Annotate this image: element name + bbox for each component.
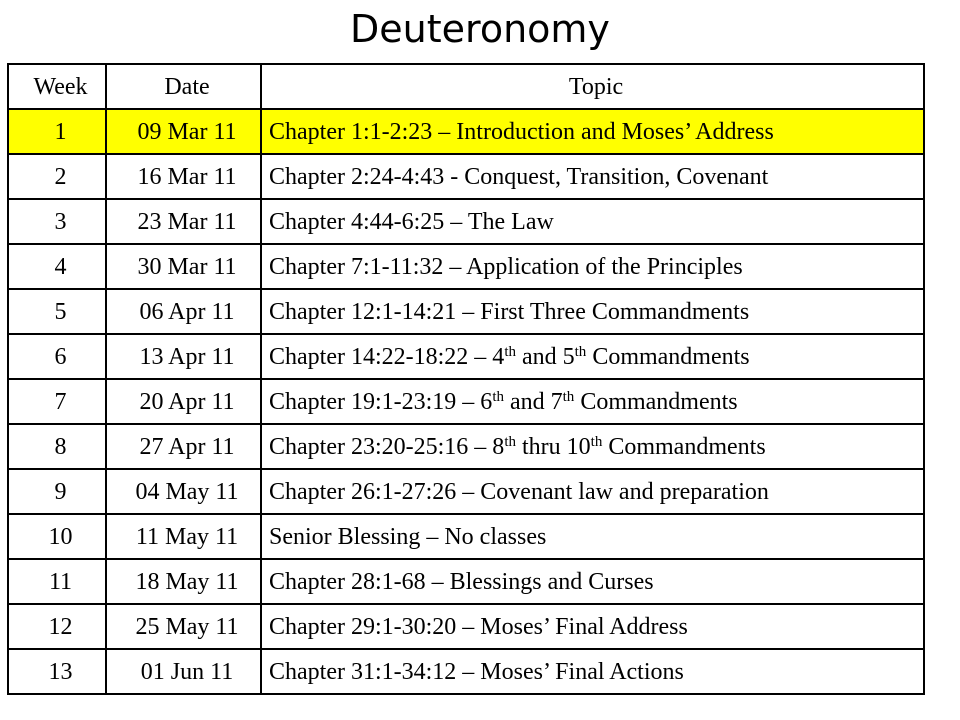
topic-text: Commandments [574,388,738,415]
topic-cell [261,199,924,244]
table-row [8,334,924,379]
topic-text: Chapter 19:1-23:19 – 6 [269,388,493,415]
table-row [8,289,924,334]
week-cell: 13 [8,649,106,694]
schedule-body [8,109,924,694]
topic-text: and 7 [503,388,563,415]
topic-text: thru 10 [515,433,591,460]
topic-text: Chapter 7:1-11:32 – Application of the Principles [269,253,743,280]
date-cell: 27 Apr 11 [106,424,261,469]
topic-text: Senior Blessing – No classes [269,523,547,550]
topic-text: Commandments [602,433,766,460]
topic-cell [261,604,924,649]
week-cell: 6 [8,334,106,379]
date-cell: 23 Mar 11 [106,199,261,244]
table-row [8,604,924,649]
topic-text: and 5 [515,343,575,370]
topic-text: Chapter 14:22-18:22 – 4 [269,343,505,370]
date-cell: 04 May 11 [106,469,261,514]
week-cell: 9 [8,469,106,514]
date-cell: 18 May 11 [106,559,261,604]
schedule-table [7,63,925,695]
week-cell: 11 [8,559,106,604]
topic-cell [261,334,924,379]
topic-text: Chapter 31:1-34:12 – Moses’ Final Actions [269,658,684,685]
topic-text: Chapter 29:1-30:20 – Moses’ Final Address [269,613,688,640]
table-row [8,109,924,154]
topic-cell [261,469,924,514]
topic-text: Chapter 23:20-25:16 – 8 [269,433,505,460]
topic-text: Commandments [586,343,750,370]
table-row [8,649,924,694]
table-row [8,469,924,514]
week-cell: 4 [8,244,106,289]
table-header-row [8,64,924,109]
table-row [8,379,924,424]
topic-text: Chapter 26:1-27:26 – Covenant law and preparation [269,478,769,505]
ordinal-suffix: th [492,388,504,405]
week-cell: 10 [8,514,106,559]
topic-text: Chapter 12:1-14:21 – First Three Commandments [269,298,750,325]
topic-cell [261,289,924,334]
week-cell: 2 [8,154,106,199]
topic-cell [261,379,924,424]
header-week: Week [8,64,106,109]
ordinal-suffix: th [504,433,516,450]
date-cell: 11 May 11 [106,514,261,559]
topic-cell [261,514,924,559]
topic-cell [261,109,924,154]
table-row [8,154,924,199]
header-date: Date [106,64,261,109]
topic-cell [261,244,924,289]
slide-title: Deuteronomy [350,7,610,51]
topic-text: Chapter 2:24-4:43 - Conquest, Transition, Covenant [269,163,769,190]
date-cell: 16 Mar 11 [106,154,261,199]
table-row [8,199,924,244]
ordinal-suffix: th [590,433,603,450]
date-cell: 30 Mar 11 [106,244,261,289]
table-row [8,244,924,289]
ordinal-suffix: th [574,343,587,360]
table-row [8,514,924,559]
table-row [8,559,924,604]
date-cell: 25 May 11 [106,604,261,649]
date-cell: 06 Apr 11 [106,289,261,334]
table-row [8,424,924,469]
week-cell: 1 [8,109,106,154]
week-cell: 12 [8,604,106,649]
week-cell: 3 [8,199,106,244]
date-cell: 13 Apr 11 [106,334,261,379]
date-cell: 20 Apr 11 [106,379,261,424]
week-cell: 8 [8,424,106,469]
date-cell: 09 Mar 11 [106,109,261,154]
topic-cell [261,154,924,199]
topic-text: Chapter 4:44-6:25 – The Law [269,208,554,235]
ordinal-suffix: th [504,343,516,360]
header-topic: Topic [261,64,924,109]
topic-cell [261,559,924,604]
topic-text: Chapter 1:1-2:23 – Introduction and Moses’ Address [269,118,774,145]
week-cell: 5 [8,289,106,334]
topic-cell [261,649,924,694]
topic-cell [261,424,924,469]
ordinal-suffix: th [562,388,575,405]
date-cell: 01 Jun 11 [106,649,261,694]
topic-text: Chapter 28:1-68 – Blessings and Curses [269,568,654,595]
week-cell: 7 [8,379,106,424]
